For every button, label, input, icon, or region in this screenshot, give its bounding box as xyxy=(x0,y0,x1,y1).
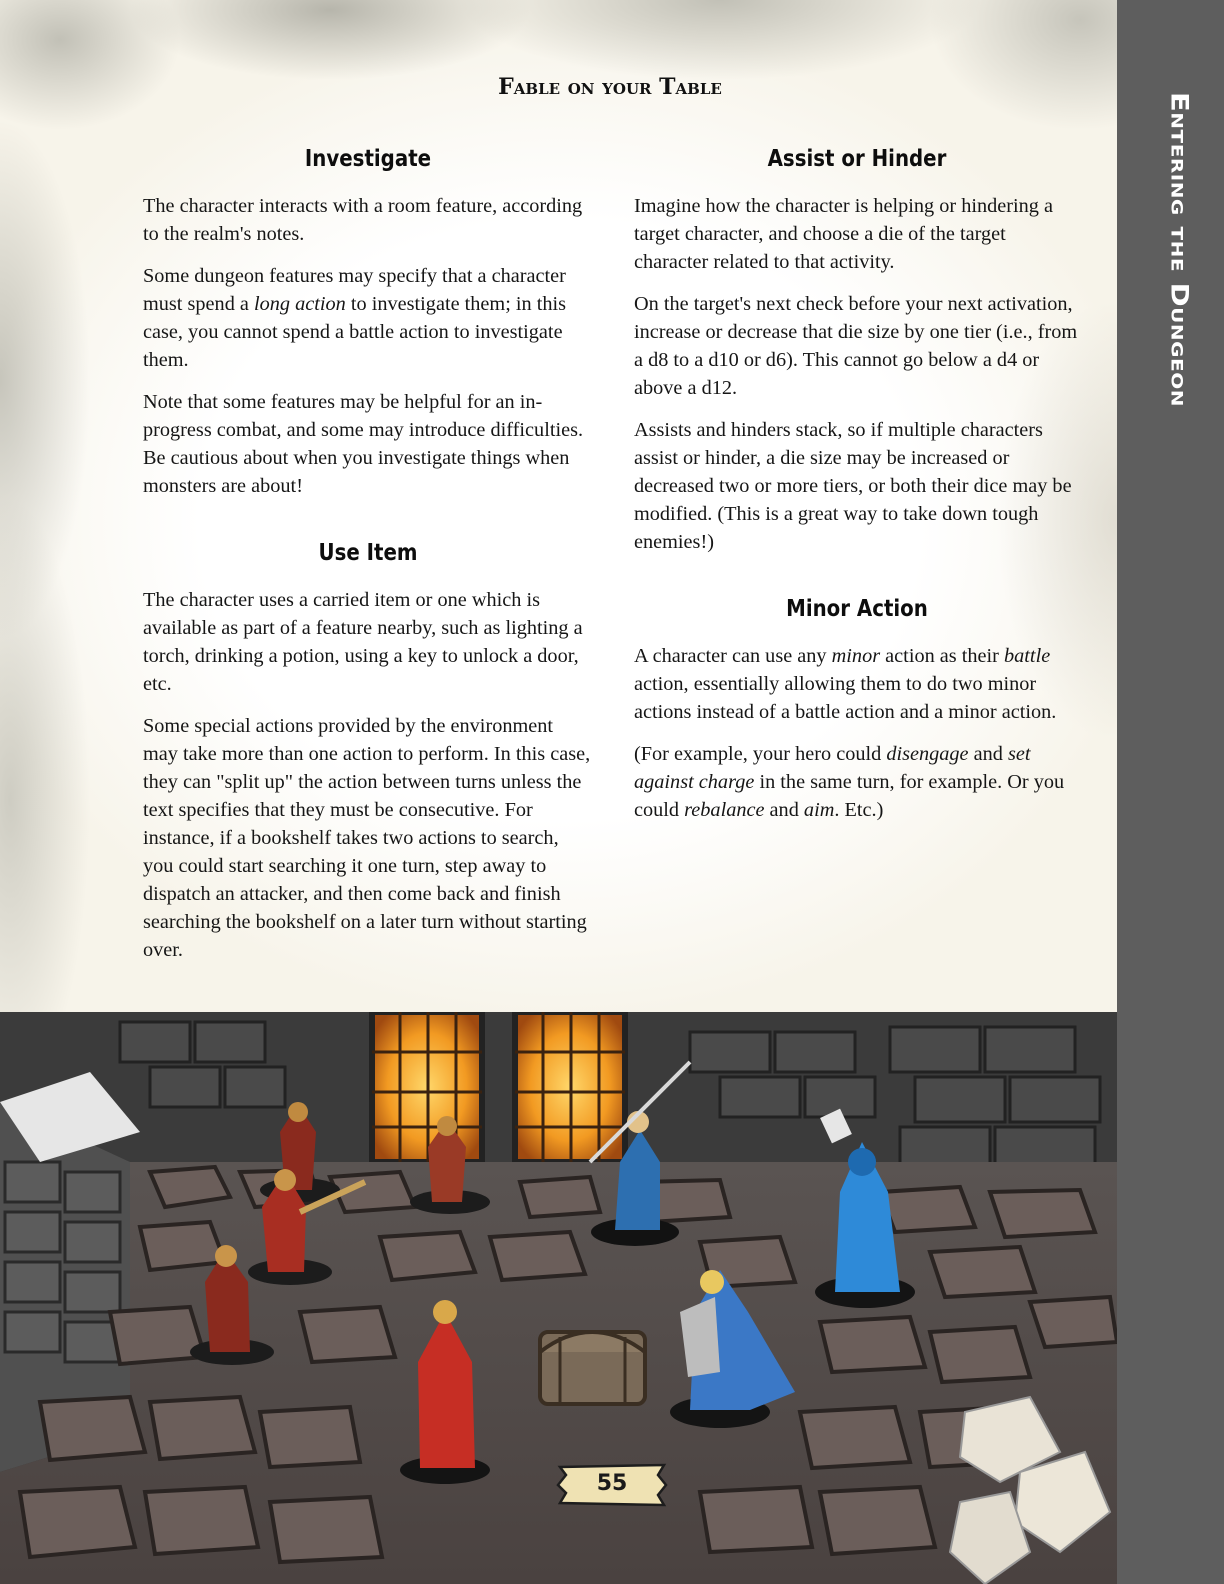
heading-minor-action: Minor Action xyxy=(786,596,928,622)
assist-paragraph-1: Imagine how the character is helping or hindering a target character, and choose a die of the target character related to that activity. xyxy=(634,195,1053,273)
investigate-paragraph-1: The character interacts with a room feature, according to the realm's notes. xyxy=(143,195,583,245)
investigate-paragraph-3: Note that some features may be helpful for an in-progress combat, and some may introduce difficulties. Be cautious about when you investigate things when monsters are about! xyxy=(143,391,584,497)
heading-assist-or-hinder: Assist or Hinder xyxy=(767,146,947,172)
use-item-paragraph-1: The character uses a carried item or one which is available as part of a feature nearby, such as lighting a torch, drinking a potion, using a key to unlock a door, etc. xyxy=(143,589,583,695)
heading-use-item: Use Item xyxy=(318,540,418,566)
minor-paragraph-1: A character can use any minor action as their battle action, essentially allowing them to do two minor actions instead of a battle action and a minor action. xyxy=(634,645,1057,723)
page-number-badge xyxy=(554,1463,670,1507)
chapter-tab-label: Entering the Dungeon xyxy=(1165,92,1194,407)
running-header: Fable on your Table xyxy=(498,74,722,100)
assist-paragraph-2: On the target's next check before your next activation, increase or decrease that die size by one tier (i.e., from a d8 to a d10 or d6). This cannot go below a d4 or above a d12. xyxy=(634,293,1078,399)
minor-paragraph-2: (For example, your hero could disengage and set against charge in the same turn, for example. Or you could rebalance and aim. Etc.) xyxy=(634,743,1065,821)
page-number: 55 xyxy=(596,1471,628,1496)
left-column xyxy=(143,142,593,978)
use-item-paragraph-2: Some special actions provided by the environment may take more than one action to perform. In this case, they can "split up" the action between turns unless the text specifies that they must be consecutive. For instance, if a bookshelf takes two actions to search, you could start searching it one turn, step away to dispatch an attacker, and then come back and finish searching the bookshelf on a later turn without starting over. xyxy=(143,715,591,961)
assist-paragraph-3: Assists and hinders stack, so if multiple characters assist or hinder, a die size may be increased or decreased two or more tiers, or both their dice may be modified. (This is a great way to take down tough enemies!) xyxy=(634,419,1072,553)
heading-investigate: Investigate xyxy=(304,146,432,172)
investigate-paragraph-2: Some dungeon features may specify that a character must spend a long action to investigate them; in this case, you cannot spend a battle action to investigate them. xyxy=(143,265,567,371)
right-column xyxy=(634,142,1080,838)
